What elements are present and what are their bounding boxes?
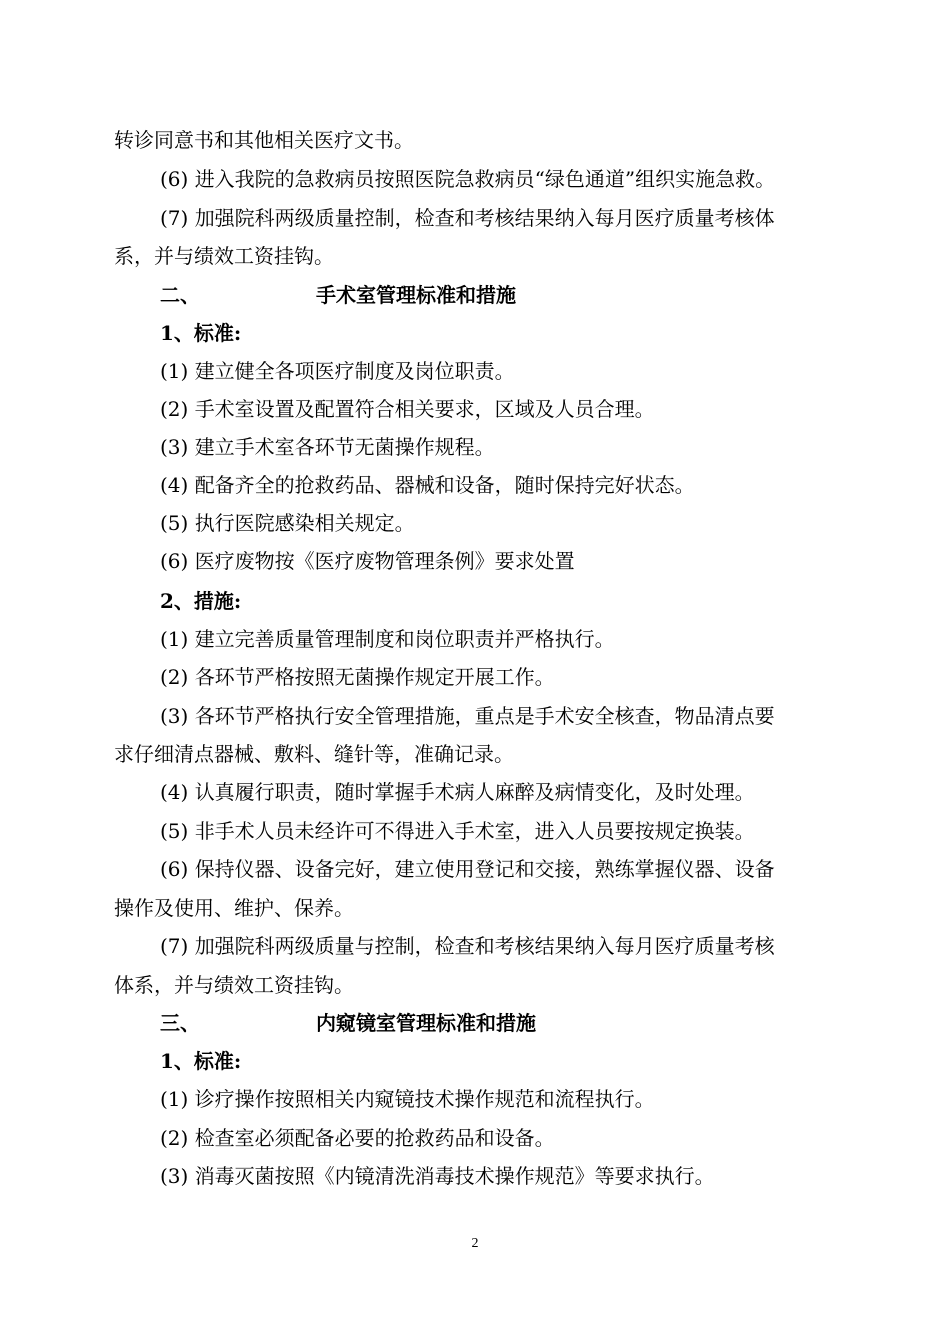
list-item: (5) 执行医院感染相关规定。	[160, 511, 415, 535]
list-item: (5) 非手术人员未经许可不得进入手术室，进入人员要按规定换装。	[160, 819, 755, 843]
list-item: (4) 认真履行职责，随时掌握手术病人麻醉及病情变化，及时处理。	[160, 780, 755, 804]
list-item: (6) 保持仪器、设备完好，建立使用登记和交接，熟练掌握仪器、设备	[160, 857, 775, 881]
paragraph-line: 体系，并与绩效工资挂钩。	[114, 973, 354, 997]
list-item: (1) 建立完善质量管理制度和岗位职责并严格执行。	[160, 627, 615, 651]
section-title: 手术室管理标准和措施	[316, 283, 516, 307]
paragraph-line: 转诊同意书和其他相关医疗文书。	[114, 128, 414, 152]
list-item: (1) 建立健全各项医疗制度及岗位职责。	[160, 359, 515, 383]
page-number: 2	[471, 1236, 479, 1251]
paragraph-line: 操作及使用、维护、保养。	[114, 896, 354, 920]
section-number: 三、	[160, 1011, 200, 1035]
list-item: (3) 各环节严格执行安全管理措施，重点是手术安全核查，物品清点要	[160, 704, 775, 728]
list-item: (2) 检查室必须配备必要的抢救药品和设备。	[160, 1126, 555, 1150]
subsection-heading: 1、标准:	[160, 1049, 242, 1073]
section-title: 内窥镜室管理标准和措施	[316, 1011, 536, 1035]
paragraph-line: (6) 进入我院的急救病员按照医院急救病员“绿色通道”组织实施急救。	[160, 167, 776, 191]
list-item: (2) 各环节严格按照无菌操作规定开展工作。	[160, 665, 555, 689]
list-item: (6) 医疗废物按《医疗废物管理条例》要求处置	[160, 549, 575, 573]
subsection-heading: 2、措施:	[160, 589, 242, 613]
list-item: (4) 配备齐全的抢救药品、器械和设备，随时保持完好状态。	[160, 473, 695, 497]
list-item: (3) 消毒灭菌按照《内镜清洗消毒技术操作规范》等要求执行。	[160, 1164, 715, 1188]
list-item: (1) 诊疗操作按照相关内窥镜技术操作规范和流程执行。	[160, 1087, 655, 1111]
section-number: 二、	[160, 283, 200, 307]
list-item: (7) 加强院科两级质量与控制，检查和考核结果纳入每月医疗质量考核	[160, 934, 775, 958]
list-item: (2) 手术室设置及配置符合相关要求，区域及人员合理。	[160, 397, 655, 421]
paragraph-line: 求仔细清点器械、敷料、缝针等，准确记录。	[114, 742, 514, 766]
list-item: (3) 建立手术室各环节无菌操作规程。	[160, 435, 495, 459]
subsection-heading: 1、标准:	[160, 321, 242, 345]
paragraph-line: (7) 加强院科两级质量控制，检查和考核结果纳入每月医疗质量考核体	[160, 206, 775, 230]
paragraph-line: 系，并与绩效工资挂钩。	[114, 244, 334, 268]
